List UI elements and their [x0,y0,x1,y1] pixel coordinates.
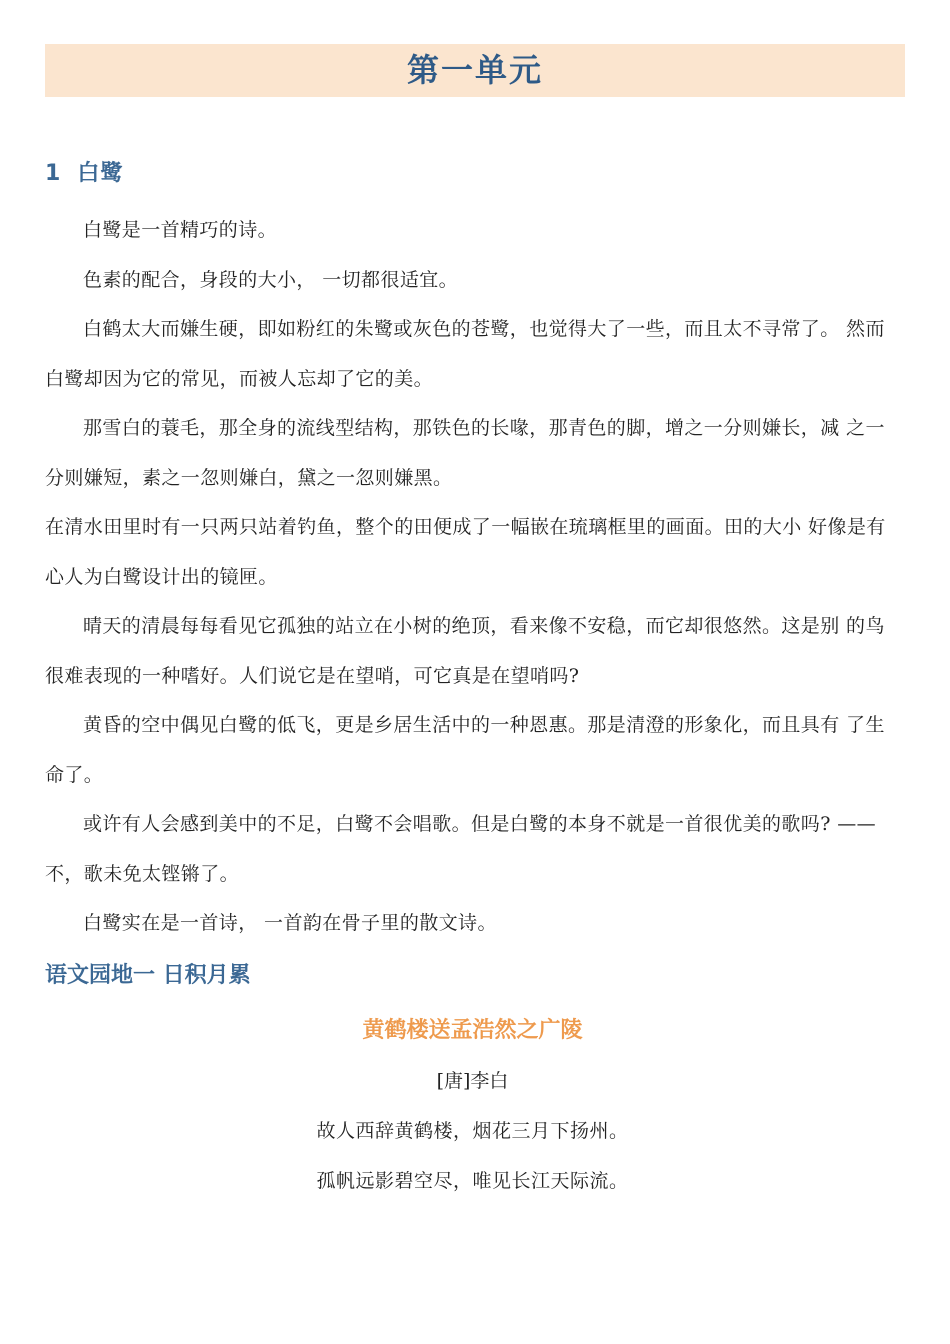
garden-heading: 语文园地一 日积月累 [45,963,251,988]
lesson-title: 白鹭 [77,161,124,186]
paragraph: 或许有人会感到美中的不足，白鹭不会唱歌。但是白鹭的本身不就是一首很优美的歌吗? ——不，歌未免太铿锵了。 [45,813,877,885]
poem-line: 孤帆远影碧空尽，唯见长江天际流。 [316,1170,629,1192]
paragraph: 在清水田里时有一只两只站着钓鱼，整个的田便成了一幅嵌在琉璃框里的画面。田的大小 好像是有心人为白鹭设计出的镜匣。 [45,516,886,588]
paragraph: 白鹭是一首精巧的诗。 [83,219,278,241]
lesson-number: 1 [45,161,62,186]
poem [45,1010,900,1206]
unit-title: 第一单元 [406,51,543,89]
paragraph: 那雪白的蓑毛，那全身的流线型结构，那铁色的长喙，那青色的脚，增之一分则嫌长，减 之一分则嫌短，素之一忽则嫌白，黛之一忽则嫌黑。 [45,417,885,489]
paragraph: 色素的配合，身段的大小， 一切都很适宜。 [83,268,459,291]
poem-line: 故人西辞黄鹤楼，烟花三月下扬州。 [316,1120,629,1142]
paragraph: 白鹤太大而嫌生硬，即如粉红的朱鹭或灰色的苍鹭，也觉得大了一些，而且太不寻常了。 然而白鹭却因为它的常见，而被人忘却了它的美。 [45,318,885,390]
lesson-heading [45,156,123,187]
poem-author: [唐]李白 [436,1070,509,1092]
paragraph: 白鹭实在是一首诗， 一首韵在骨子里的散文诗。 [83,912,497,934]
paragraph: 黄昏的空中偶见白鹭的低飞，更是乡居生活中的一种恩惠。那是清澄的形象化，而且具有 了生命了。 [45,714,885,786]
unit-banner [45,44,905,97]
lesson-body [45,206,900,949]
paragraph: 晴天的清晨每每看见它孤独的站立在小树的绝顶，看来像不安稳，而它却很悠然。这是别 的鸟很难表现的一种嗜好。人们说它是在望哨，可它真是在望哨吗? [45,615,885,687]
poem-title: 黄鹤楼送孟浩然之广陵 [362,1018,583,1043]
